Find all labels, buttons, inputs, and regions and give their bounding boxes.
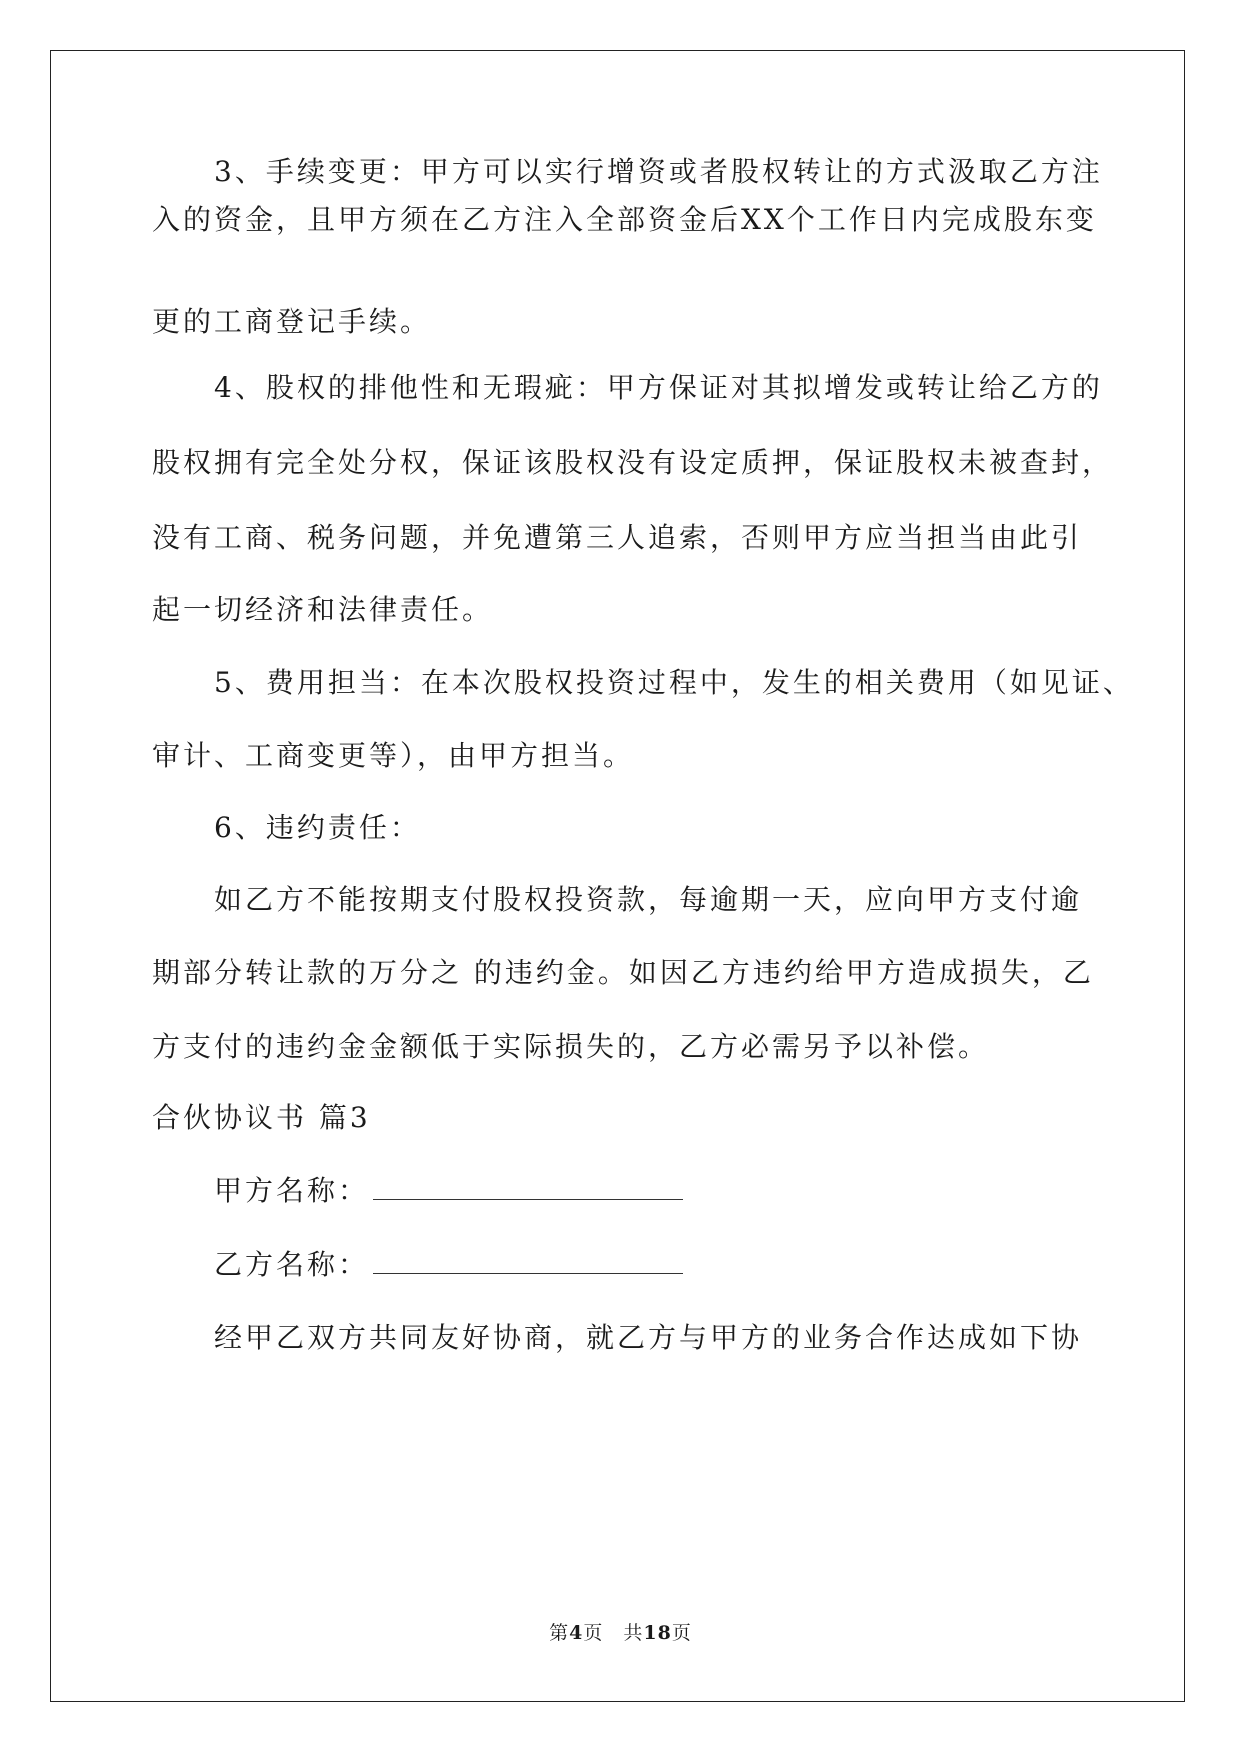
p5-line-1: 5、费用担当：在本次股权投资过程中，发生的相关费用（如见证、 [214, 666, 1134, 699]
section-title: 合伙协议书 篇3 [152, 1101, 371, 1134]
p4-line-4: 起一切经济和法律责任。 [152, 593, 494, 626]
party-a-label: 甲方名称： [214, 1174, 370, 1207]
footer-pre: 第 [549, 1622, 570, 1644]
footer-total-pages: 18 [643, 1622, 672, 1644]
footer-page-number: 4 [569, 1622, 584, 1644]
footer-mid: 页 共 [583, 1622, 644, 1644]
p4-line-1: 4、股权的排他性和无瑕疵：甲方保证对其拟增发或转让给乙方的 [214, 371, 1103, 404]
agreement-intro-line: 经甲乙双方共同友好协商，就乙方与甲方的业务合作达成如下协 [214, 1321, 1083, 1354]
p4-line-2: 股权拥有完全处分权，保证该股权没有设定质押，保证股权未被查封， [152, 446, 1114, 479]
party-a-blank [373, 1175, 683, 1200]
party-a-row [214, 1171, 683, 1211]
p3-line-1: 3、手续变更：甲方可以实行增资或者股权转让的方式汲取乙方注 [214, 155, 1103, 188]
party-b-label: 乙方名称： [214, 1248, 370, 1281]
page-footer [0, 1618, 1241, 1645]
p5-line-2: 审计、工商变更等），由甲方担当。 [152, 739, 635, 772]
footer-post: 页 [671, 1622, 692, 1644]
party-b-blank [373, 1249, 683, 1274]
p3-line-3: 更的工商登记手续。 [152, 305, 432, 338]
party-b-row [214, 1245, 683, 1285]
p7-line-3: 方支付的违约金金额低于实际损失的，乙方必需另予以补偿。 [152, 1030, 990, 1063]
p6-line-1: 6、违约责任： [214, 811, 421, 844]
p3-line-2: 入的资金，且甲方须在乙方注入全部资金后XX个工作日内完成股东变 [152, 203, 1097, 236]
page-border [50, 50, 1185, 1702]
p4-line-3: 没有工商、税务问题，并免遭第三人追索，否则甲方应当担当由此引 [152, 521, 1083, 554]
p7-line-2: 期部分转让款的万分之 的违约金。如因乙方违约给甲方造成损失，乙 [152, 956, 1094, 989]
p7-line-1: 如乙方不能按期支付股权投资款，每逾期一天，应向甲方支付逾 [214, 883, 1083, 916]
